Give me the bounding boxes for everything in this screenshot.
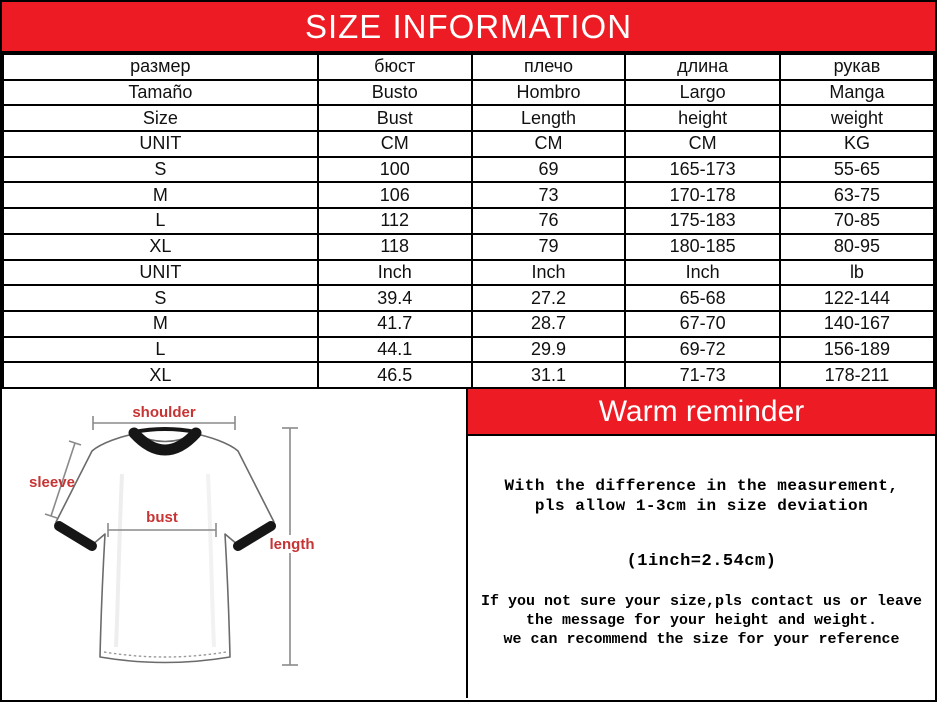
- shoulder-label: shoulder: [132, 404, 196, 421]
- table-cell: Inch: [318, 260, 472, 286]
- table-row: [3, 182, 934, 208]
- table-cell: 31.1: [472, 362, 626, 388]
- collar-top-edge: [134, 429, 196, 432]
- table-cell: Inch: [625, 260, 780, 286]
- table-cell: 73: [472, 182, 626, 208]
- table-cell: 79: [472, 234, 626, 260]
- title-band: [2, 2, 935, 53]
- table-cell: 100: [318, 157, 472, 183]
- reminder-line: If you not sure your size,pls contact us or leave: [480, 593, 923, 610]
- tshirt-measurement-diagram: [2, 389, 468, 698]
- table-cell: UNIT: [3, 131, 318, 157]
- table-cell: Manga: [780, 80, 934, 106]
- table-row: [3, 208, 934, 234]
- table-cell: Inch: [472, 260, 626, 286]
- table-cell: UNIT: [3, 260, 318, 286]
- table-cell: 65-68: [625, 285, 780, 311]
- table-cell: S: [3, 157, 318, 183]
- table-cell: размер: [3, 54, 318, 80]
- table-cell: длина: [625, 54, 780, 80]
- table-cell: 63-75: [780, 182, 934, 208]
- table-cell: XL: [3, 362, 318, 388]
- table-cell: 170-178: [625, 182, 780, 208]
- table-cell: Bust: [318, 105, 472, 131]
- table-cell: height: [625, 105, 780, 131]
- size-table: [2, 53, 935, 389]
- table-cell: M: [3, 182, 318, 208]
- warm-reminder-band: [468, 389, 935, 436]
- table-cell: Size: [3, 105, 318, 131]
- table-cell: lb: [780, 260, 934, 286]
- table-cell: 28.7: [472, 311, 626, 337]
- table-cell: 55-65: [780, 157, 934, 183]
- table-cell: 122-144: [780, 285, 934, 311]
- table-cell: 29.9: [472, 337, 626, 363]
- table-row: [3, 285, 934, 311]
- reminder-paragraph-deviation: [468, 476, 935, 516]
- table-cell: плечо: [472, 54, 626, 80]
- table-cell: CM: [625, 131, 780, 157]
- table-cell: KG: [780, 131, 934, 157]
- warm-reminder-body: [468, 436, 935, 698]
- table-row: [3, 337, 934, 363]
- table-row: [3, 80, 934, 106]
- table-cell: L: [3, 337, 318, 363]
- table-cell: 70-85: [780, 208, 934, 234]
- table-cell: 178-211: [780, 362, 934, 388]
- table-cell: 44.1: [318, 337, 472, 363]
- table-cell: 106: [318, 182, 472, 208]
- reminder-paragraph-conversion: [468, 552, 935, 571]
- reminder-line: With the difference in the measurement,: [504, 477, 899, 495]
- table-cell: Length: [472, 105, 626, 131]
- table-row: [3, 105, 934, 131]
- table-cell: CM: [318, 131, 472, 157]
- table-cell: 80-95: [780, 234, 934, 260]
- table-cell: XL: [3, 234, 318, 260]
- tshirt-diagram-svg: [2, 389, 466, 696]
- table-cell: S: [3, 285, 318, 311]
- bottom-section: [2, 389, 935, 698]
- table-cell: Largo: [625, 80, 780, 106]
- table-cell: 71-73: [625, 362, 780, 388]
- table-row: [3, 311, 934, 337]
- reminder-paragraph-contact: [468, 592, 935, 649]
- table-cell: 27.2: [472, 285, 626, 311]
- table-row: [3, 131, 934, 157]
- sleeve-label: sleeve: [29, 474, 75, 491]
- table-cell: 118: [318, 234, 472, 260]
- table-row: [3, 260, 934, 286]
- page-title: SIZE INFORMATION: [304, 7, 633, 45]
- table-cell: Hombro: [472, 80, 626, 106]
- table-cell: 76: [472, 208, 626, 234]
- table-cell: 67-70: [625, 311, 780, 337]
- table-row: [3, 157, 934, 183]
- reminder-line: (1inch=2.54cm): [626, 552, 777, 571]
- table-row: [3, 362, 934, 388]
- table-cell: бюст: [318, 54, 472, 80]
- bust-label: bust: [146, 509, 178, 526]
- size-table-body: [3, 54, 934, 388]
- table-cell: CM: [472, 131, 626, 157]
- table-cell: 112: [318, 208, 472, 234]
- table-cell: 41.7: [318, 311, 472, 337]
- table-cell: weight: [780, 105, 934, 131]
- reminder-line: the message for your height and weight.: [525, 612, 878, 629]
- table-cell: 180-185: [625, 234, 780, 260]
- table-cell: 46.5: [318, 362, 472, 388]
- table-row: [3, 234, 934, 260]
- reminder-line: pls allow 1-3cm in size deviation: [534, 497, 869, 515]
- table-cell: рукав: [780, 54, 934, 80]
- table-cell: L: [3, 208, 318, 234]
- table-cell: 69: [472, 157, 626, 183]
- length-label: length: [269, 536, 315, 553]
- warm-reminder-title: Warm reminder: [598, 394, 805, 428]
- table-cell: Tamaño: [3, 80, 318, 106]
- table-cell: M: [3, 311, 318, 337]
- table-cell: 175-183: [625, 208, 780, 234]
- table-cell: 156-189: [780, 337, 934, 363]
- table-cell: 140-167: [780, 311, 934, 337]
- table-cell: Busto: [318, 80, 472, 106]
- reminder-line: we can recommend the size for your reference: [503, 631, 900, 648]
- table-cell: 69-72: [625, 337, 780, 363]
- table-cell: 165-173: [625, 157, 780, 183]
- table-row: [3, 54, 934, 80]
- table-cell: 39.4: [318, 285, 472, 311]
- warm-reminder-panel: [468, 389, 935, 698]
